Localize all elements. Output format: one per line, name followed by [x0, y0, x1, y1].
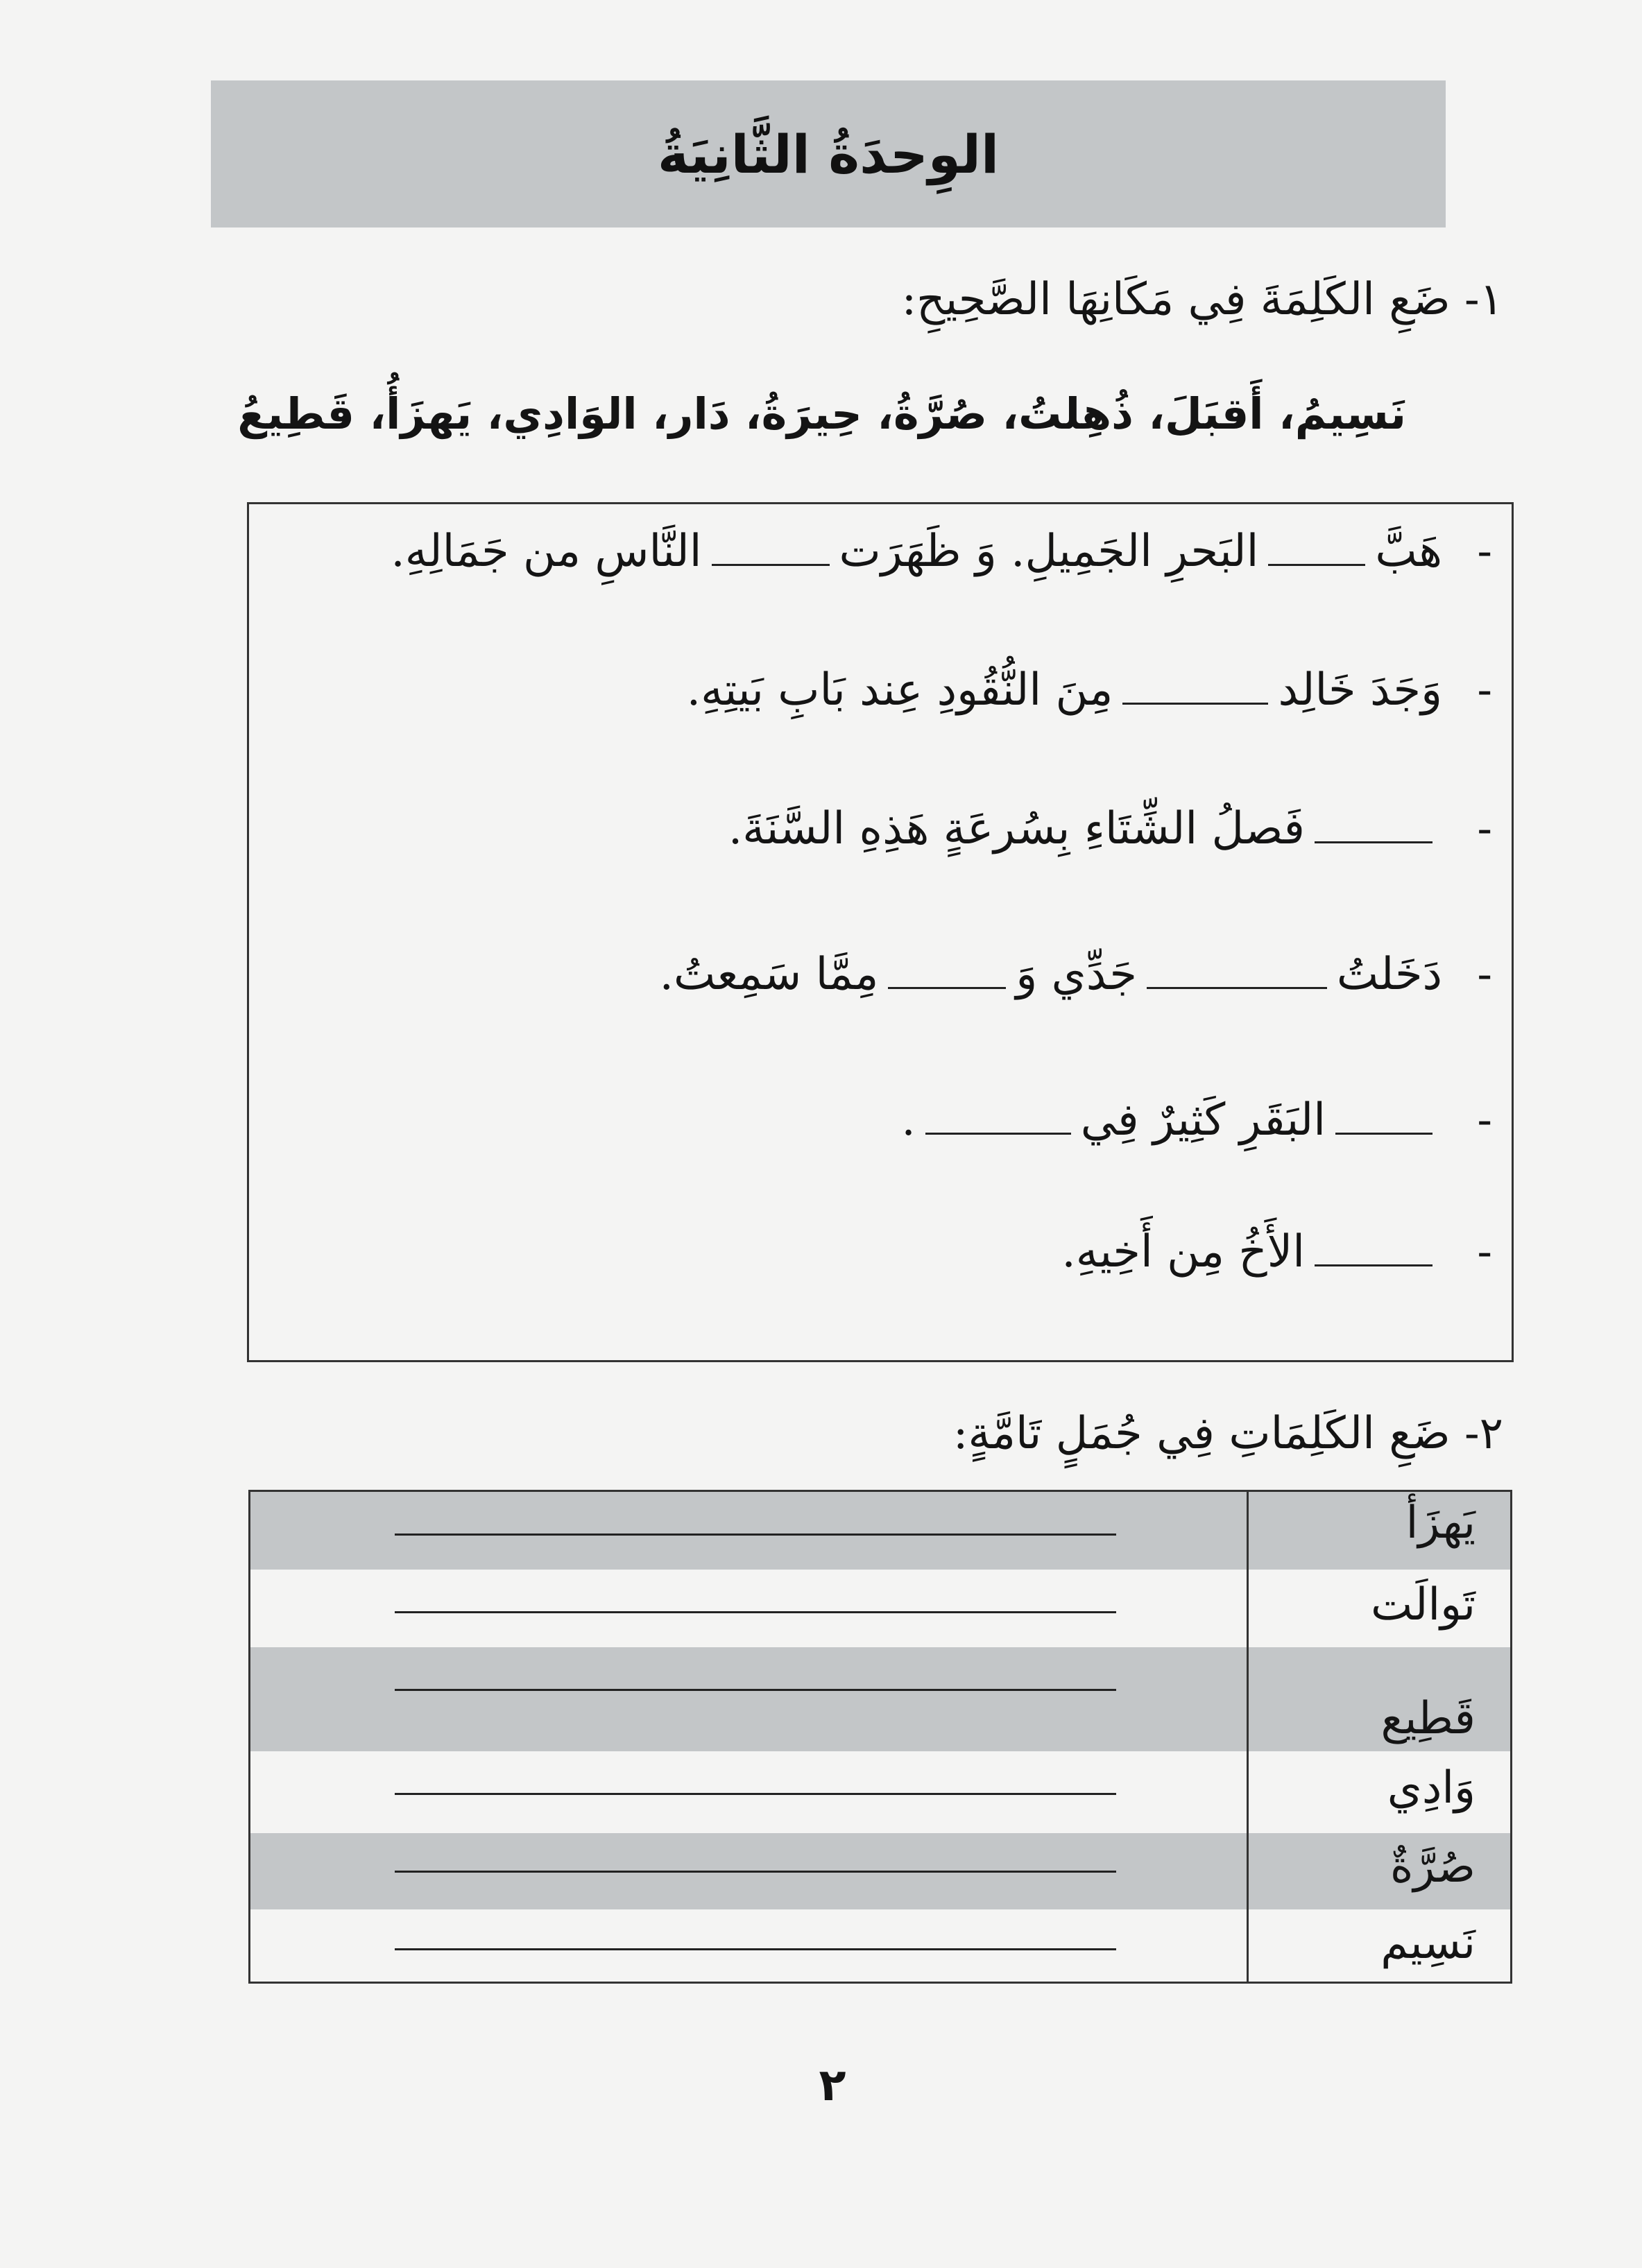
- page-number: ٢: [819, 2060, 846, 2111]
- bullet-dash: -: [1477, 664, 1492, 716]
- sentence-text: وَجَدَ خَالِد: [1278, 664, 1442, 716]
- sentence-6: [1061, 1226, 1442, 1279]
- table-row: [250, 1570, 1510, 1647]
- table-row: [250, 1833, 1510, 1909]
- unit-title-bar: [211, 80, 1446, 227]
- exercise2-table: [248, 1490, 1512, 1984]
- fill-blank[interactable]: [1147, 954, 1327, 989]
- sentence-4: [660, 948, 1442, 1002]
- fill-blank[interactable]: [1268, 531, 1365, 566]
- sentence-text: جَدِّي وَ: [1016, 949, 1137, 1000]
- sentence-1: [391, 525, 1442, 578]
- fill-blank[interactable]: [888, 954, 1006, 989]
- sentence-text: دَخَلتُ: [1336, 949, 1442, 1000]
- table-row: [250, 1751, 1510, 1833]
- fill-blank[interactable]: [1315, 1231, 1433, 1266]
- sentence-text: هَبَّ: [1375, 526, 1442, 577]
- sentence-text: مِنَ النُّقُودِ عِند بَابِ بَيتِهِ.: [686, 664, 1113, 716]
- exercise1-box: [247, 502, 1514, 1362]
- row-word: وَادِي: [1387, 1762, 1476, 1814]
- sentence-text: مِمَّا سَمِعتُ.: [659, 949, 879, 1000]
- fill-blank[interactable]: [925, 1099, 1071, 1135]
- unit-title: الوِحدَةُ الثَّانِيَةُ: [657, 123, 1000, 185]
- sentence-5: [901, 1094, 1442, 1147]
- row-word: نَسِيم: [1380, 1918, 1476, 1969]
- fill-blank[interactable]: [712, 531, 830, 566]
- sentence-text: فَصلُ الشِّتَاءِ بِسُرعَةٍ هَذِهِ السَّنَةَ.: [728, 803, 1305, 854]
- row-word: يَهزَأ: [1405, 1497, 1476, 1549]
- sentence-text: البَحرِ الجَمِيلِ. وَ ظَهَرَت: [839, 526, 1259, 577]
- sentence-text: النَّاسِ من جَمَالِهِ.: [391, 526, 702, 577]
- fill-blank[interactable]: [1335, 1099, 1433, 1135]
- exercise1-heading: ١- ضَعِ الكَلِمَةَ فِي مَكَانِهَا الصَّحِيحِ:: [901, 274, 1503, 325]
- bullet-dash: -: [1477, 1094, 1492, 1146]
- sentence-text: البَقَرِ كَثِيرٌ فِي: [1080, 1094, 1326, 1146]
- sentence-3: [728, 802, 1442, 856]
- sentence-text: الأَخُ مِن أَخِيهِ.: [1061, 1226, 1305, 1278]
- answer-line[interactable]: [395, 1534, 1116, 1536]
- bullet-dash: -: [1477, 949, 1492, 1000]
- fill-blank[interactable]: [1315, 808, 1433, 843]
- row-word: قَطِيع: [1380, 1693, 1476, 1744]
- fill-blank[interactable]: [1122, 669, 1268, 705]
- bullet-dash: -: [1477, 1226, 1492, 1278]
- answer-line[interactable]: [395, 1948, 1116, 1950]
- bullet-dash: -: [1477, 526, 1492, 577]
- sentence-2: [687, 664, 1442, 717]
- table-row: [250, 1909, 1510, 1982]
- sentence-text: .: [901, 1094, 916, 1146]
- exercise2-heading: ٢- ضَعِ الكَلِمَاتِ فِي جُمَلٍ تَامَّةٍ:: [952, 1408, 1503, 1459]
- answer-line[interactable]: [395, 1871, 1116, 1873]
- bullet-dash: -: [1477, 803, 1492, 854]
- answer-line[interactable]: [395, 1793, 1116, 1795]
- word-bank: نَسِيمُ، أَقبَلَ، ذُهِلتُ، صُرَّةُ، حِيرَةُ، دَار، الوَادِي، يَهزَأُ، قَطِيعُ: [237, 388, 1406, 439]
- column-divider: [1247, 1492, 1249, 1982]
- row-word: تَوالَت: [1371, 1579, 1476, 1631]
- answer-line[interactable]: [395, 1689, 1116, 1691]
- row-word: صُرَّةٌ: [1389, 1841, 1476, 1893]
- answer-line[interactable]: [395, 1611, 1116, 1613]
- table-row: [250, 1647, 1510, 1751]
- table-row: [250, 1492, 1510, 1570]
